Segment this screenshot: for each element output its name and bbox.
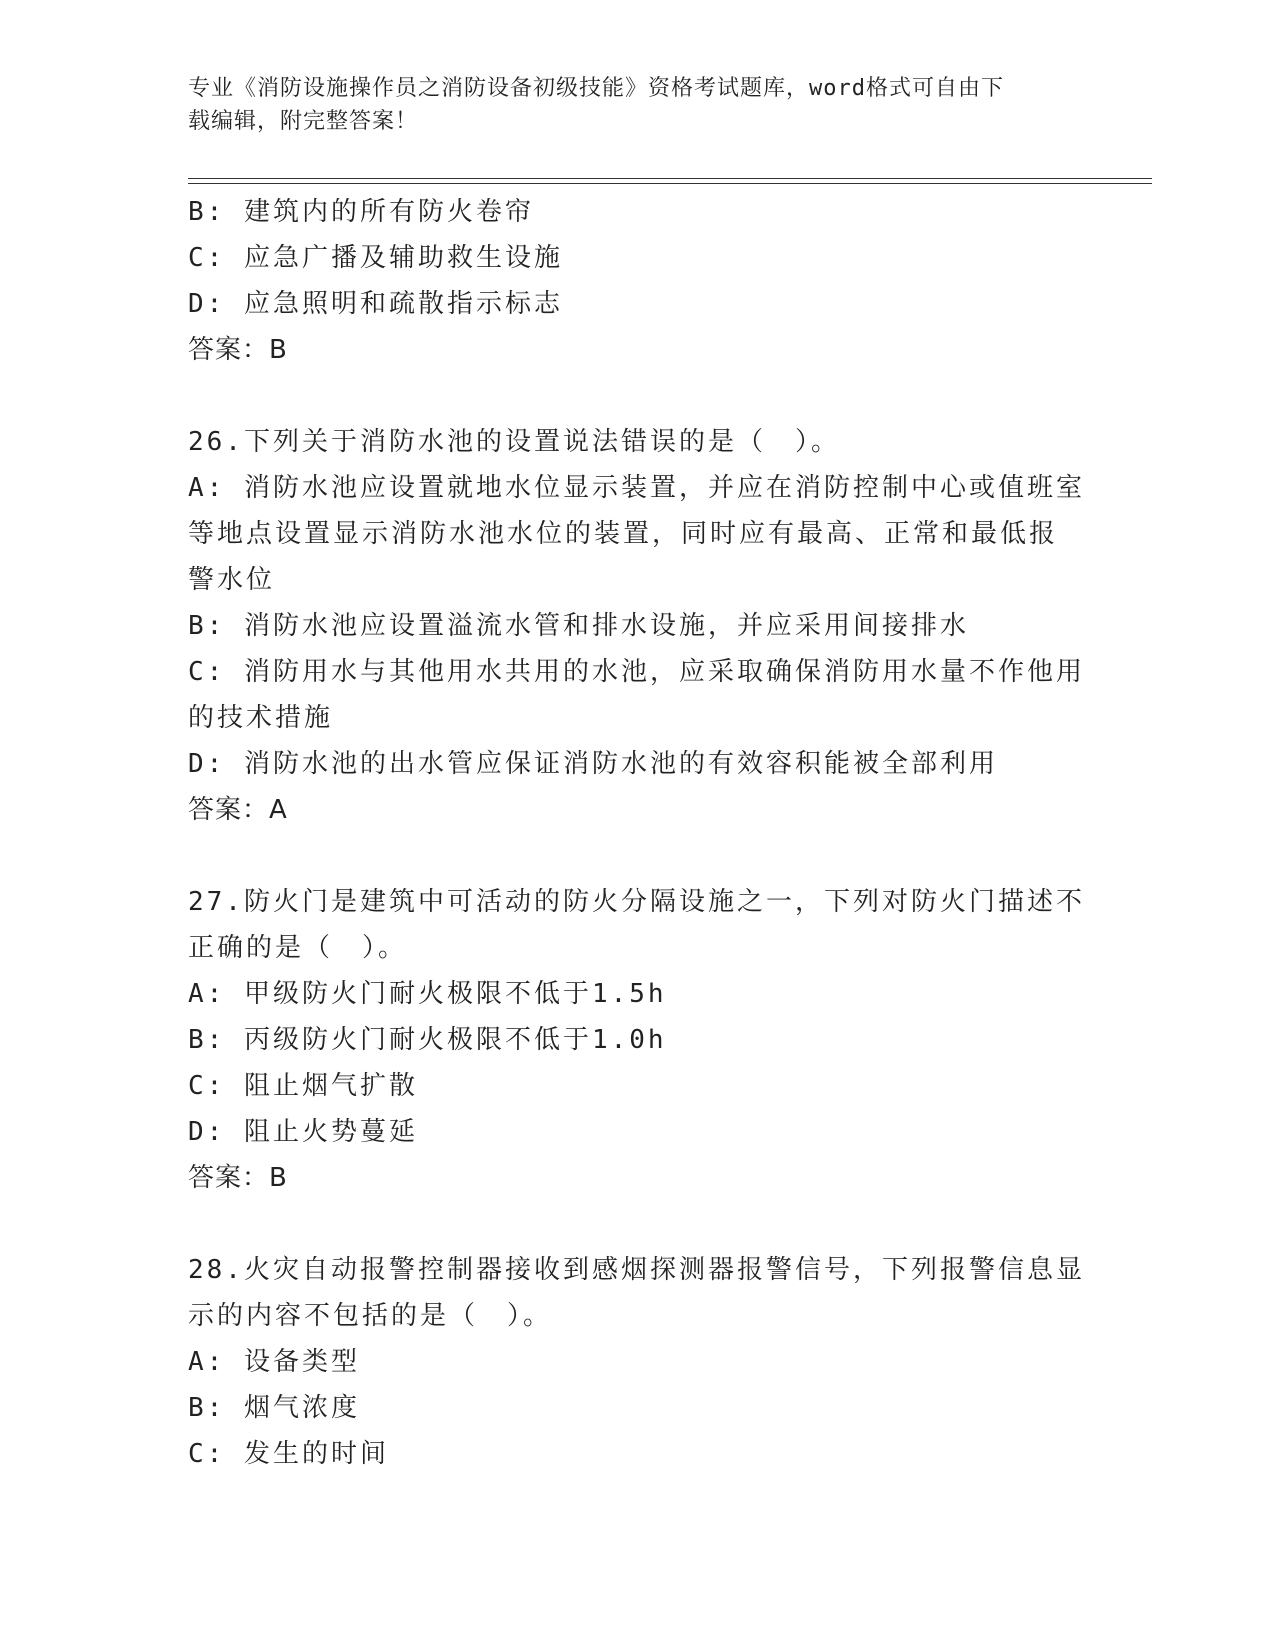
option-d: D: 消防水池的出水管应保证消防水池的有效容积能被全部利用	[188, 749, 998, 779]
option-c: C: 阻止烟气扩散	[188, 1071, 418, 1101]
question-25-tail	[188, 189, 1088, 373]
option-c-continued: 的技术措施	[188, 703, 334, 733]
spacer	[188, 833, 1088, 879]
question-28	[188, 1247, 1088, 1477]
question-stem: 26.下列关于消防水池的设置说法错误的是（ ）。	[188, 427, 840, 457]
answer-line: 答案：A	[188, 795, 288, 825]
question-list	[188, 189, 1088, 1477]
question-27	[188, 879, 1088, 1201]
option-a: A: 甲级防火门耐火极限不低于1.5h	[188, 979, 667, 1009]
option-a-continued: 警水位	[188, 565, 276, 595]
question-stem: 28.火灾自动报警控制器接收到感烟探测器报警信号，下列报警信息显	[188, 1255, 1085, 1285]
header-line-2: 载编辑，附完整答案！	[188, 109, 419, 134]
option-d: D: 阻止火势蔓延	[188, 1117, 418, 1147]
question-stem: 27.防火门是建筑中可活动的防火分隔设施之一，下列对防火门描述不	[188, 887, 1085, 917]
question-stem-continued: 示的内容不包括的是（ ）。	[188, 1301, 553, 1331]
option-c: C: 应急广播及辅助救生设施	[188, 243, 563, 273]
document-header	[188, 72, 1068, 138]
header-divider-bottom	[188, 183, 1152, 184]
option-b: B: 消防水池应设置溢流水管和排水设施，并应采用间接排水	[188, 611, 969, 641]
header-line-1: 专业《消防设施操作员之消防设备初级技能》资格考试题库，word格式可自由下	[188, 76, 1004, 101]
option-b: B: 丙级防火门耐火极限不低于1.0h	[188, 1025, 667, 1055]
spacer	[188, 373, 1088, 419]
question-stem-continued: 正确的是（ ）。	[188, 933, 408, 963]
answer-line: 答案：B	[188, 335, 288, 365]
option-c: C: 发生的时间	[188, 1439, 389, 1469]
header-divider-top	[188, 178, 1152, 179]
option-b: B: 烟气浓度	[188, 1393, 360, 1423]
option-c: C: 消防用水与其他用水共用的水池，应采取确保消防用水量不作他用	[188, 657, 1085, 687]
option-d: D: 应急照明和疏散指示标志	[188, 289, 563, 319]
question-26	[188, 419, 1088, 833]
option-a: A: 设备类型	[188, 1347, 360, 1377]
spacer	[188, 1201, 1088, 1247]
option-b: B: 建筑内的所有防火卷帘	[188, 197, 534, 227]
option-a-continued: 等地点设置显示消防水池水位的装置，同时应有最高、正常和最低报	[188, 519, 1059, 549]
answer-line: 答案：B	[188, 1163, 288, 1193]
option-a: A: 消防水池应设置就地水位显示装置，并应在消防控制中心或值班室	[188, 473, 1085, 503]
